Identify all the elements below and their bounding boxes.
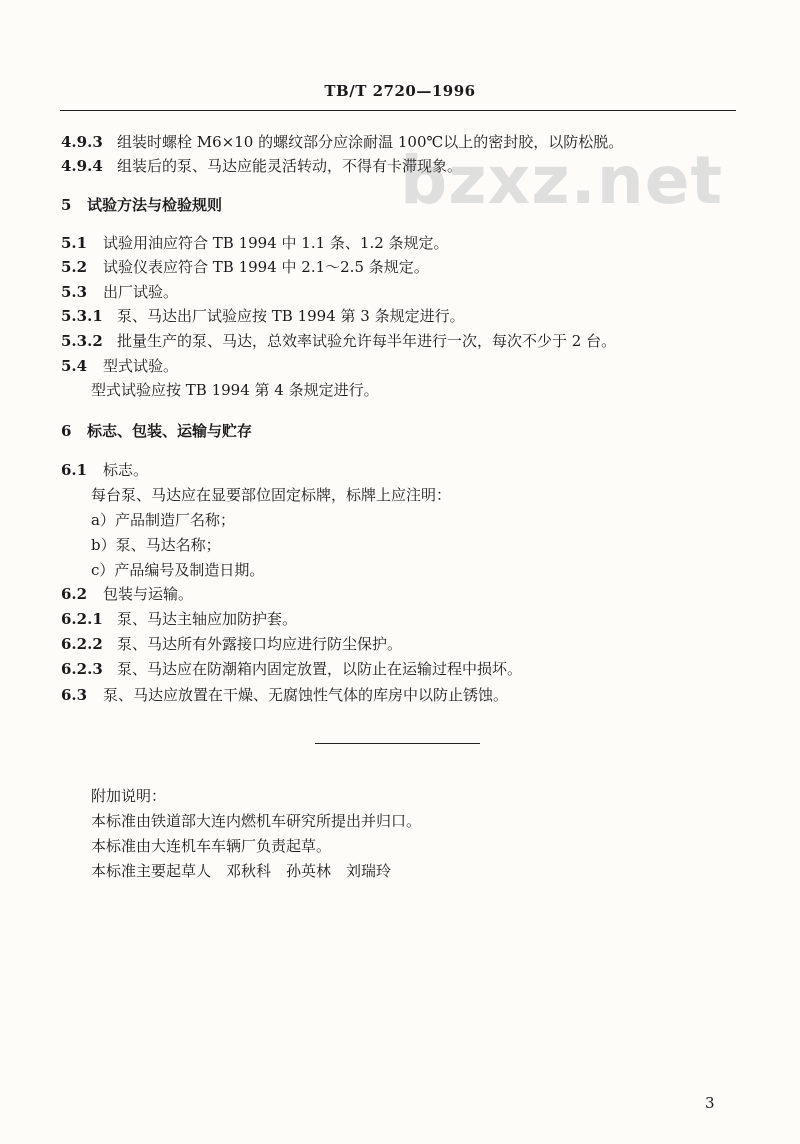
standard-code-header: TB/T 2720—1996 <box>324 82 476 100</box>
clause-number: 4.9.4 <box>61 157 103 175</box>
clause-5-3-2 <box>61 332 616 350</box>
list-item-a: a）产品制造厂名称； <box>91 511 235 529</box>
clause-text: 泵、马达所有外露接口均应进行防尘保护。 <box>117 635 403 653</box>
clause-6-1 <box>61 461 148 479</box>
clause-5-2 <box>61 258 429 276</box>
clause-text: 包装与运输。 <box>103 585 194 603</box>
clause-number: 5.2 <box>61 258 88 276</box>
clause-text: 试验仪表应符合 TB 1994 中 2.1～2.5 条规定。 <box>103 258 429 276</box>
clause-5-1 <box>61 234 449 252</box>
clause-4-9-4 <box>61 157 462 175</box>
clause-text: 试验用油应符合 TB 1994 中 1.1 条、1.2 条规定。 <box>103 234 449 252</box>
section-title: 标志、包装、运输与贮存 <box>87 422 253 440</box>
clause-5-3-1 <box>61 307 465 325</box>
appendix-line-3: 本标准主要起草人 邓秋科 孙英林 刘瑞玲 <box>91 862 392 880</box>
appendix-line-2: 本标准由大连机车车辆厂负责起草。 <box>91 837 332 855</box>
clause-number: 5.3 <box>61 283 88 301</box>
clause-number: 5.4 <box>61 357 88 375</box>
section-6-heading <box>61 422 252 440</box>
clause-text: 批量生产的泵、马达，总效率试验允许每半年进行一次，每次不少于 2 台。 <box>117 332 617 350</box>
clause-number: 6.2.1 <box>61 610 103 628</box>
watermark: bzxz.net <box>400 142 724 219</box>
clause-6-2-2 <box>61 635 402 653</box>
page-number: 3 <box>705 1094 715 1112</box>
clause-6-2 <box>61 585 193 603</box>
clause-6-2-1 <box>61 610 297 628</box>
clause-text: 泵、马达主轴应加防护套。 <box>117 610 298 628</box>
section-number: 5 <box>61 196 72 214</box>
section-number: 6 <box>61 422 72 440</box>
header-rule <box>60 110 736 111</box>
clause-text: 泵、马达应放置在干燥、无腐蚀性气体的库房中以防止锈蚀。 <box>103 686 509 704</box>
clause-number: 6.3 <box>61 686 88 704</box>
clause-5-4-body: 型式试验应按 TB 1994 第 4 条规定进行。 <box>91 381 379 399</box>
clause-number: 6.2.3 <box>61 660 103 678</box>
clause-text: 出厂试验。 <box>103 283 179 301</box>
clause-number: 6.2 <box>61 585 88 603</box>
clause-number: 5.3.1 <box>61 307 103 325</box>
appendix-title: 附加说明： <box>91 787 167 805</box>
clause-6-1-body: 每台泵、马达应在显要部位固定标牌，标牌上应注明： <box>91 486 452 504</box>
clause-text: 泵、马达应在防潮箱内固定放置，以防止在运输过程中损坏。 <box>117 660 523 678</box>
clause-4-9-3 <box>61 133 623 151</box>
clause-6-3 <box>61 686 508 704</box>
clause-5-3 <box>61 283 178 301</box>
appendix-line-1: 本标准由铁道部大连内燃机车研究所提出并归口。 <box>91 812 422 830</box>
list-item-c: c）产品编号及制造日期。 <box>91 561 265 579</box>
clause-number: 5.3.2 <box>61 332 103 350</box>
section-title: 试验方法与检验规则 <box>87 196 223 214</box>
clause-5-4 <box>61 357 178 375</box>
clause-number: 6.2.2 <box>61 635 103 653</box>
clause-text: 组装时螺栓 M6×10 的螺纹部分应涂耐温 100℃以上的密封胶，以防松脱。 <box>117 133 624 151</box>
section-5-heading <box>61 196 222 214</box>
clause-text: 型式试验。 <box>103 357 179 375</box>
clause-number: 6.1 <box>61 461 88 479</box>
clause-6-2-3 <box>61 660 522 678</box>
clause-text: 组装后的泵、马达应能灵活转动，不得有卡滞现象。 <box>117 157 463 175</box>
end-of-text-rule <box>315 743 480 744</box>
list-item-b: b）泵、马达名称； <box>91 536 221 554</box>
clause-number: 4.9.3 <box>61 133 103 151</box>
clause-text: 泵、马达出厂试验应按 TB 1994 第 3 条规定进行。 <box>117 307 465 325</box>
clause-text: 标志。 <box>103 461 149 479</box>
clause-number: 5.1 <box>61 234 88 252</box>
